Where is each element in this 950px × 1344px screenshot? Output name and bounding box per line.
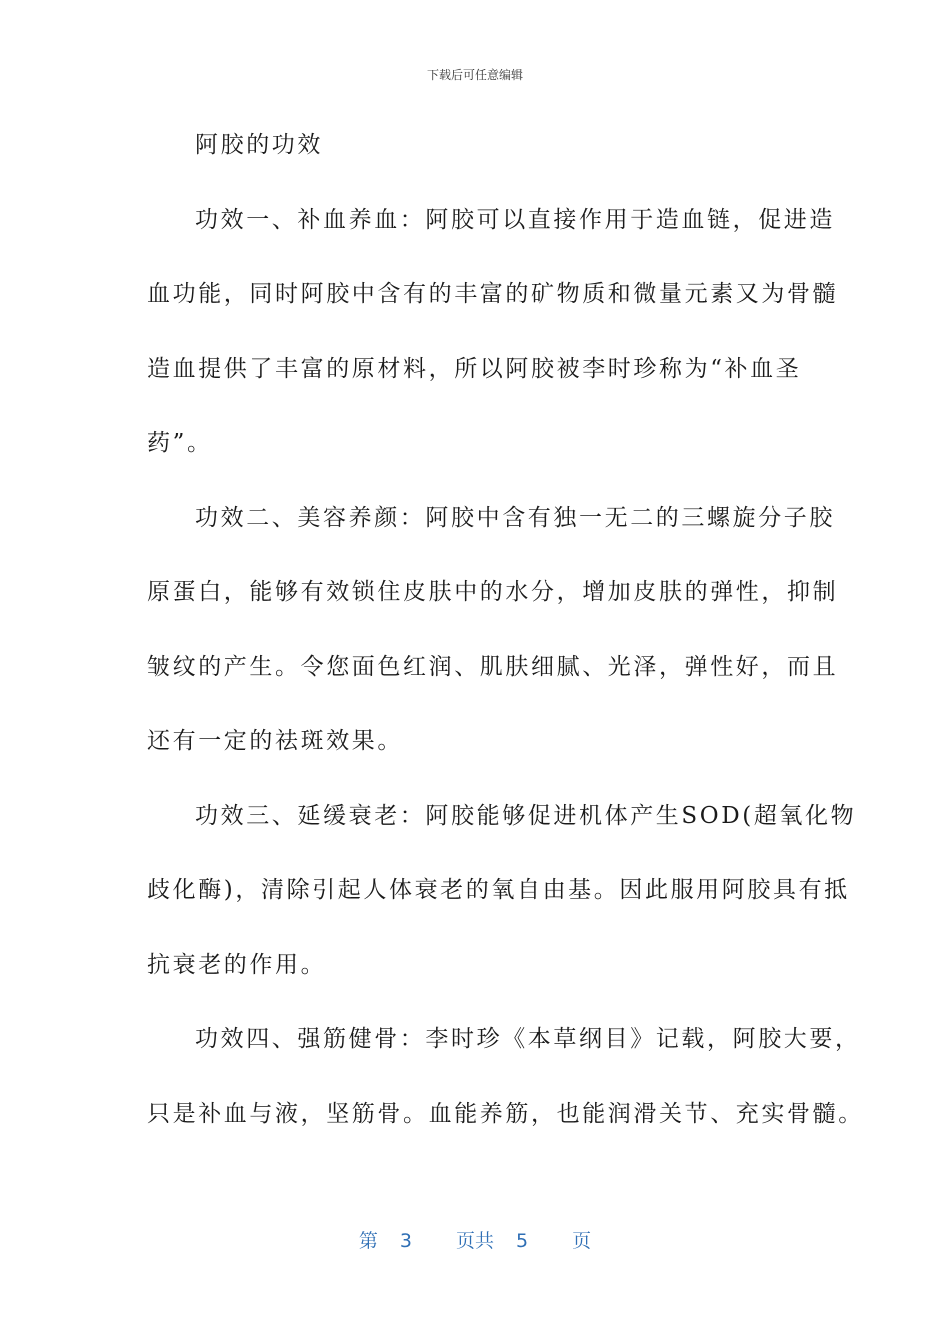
paragraph-line: 歧化酶)，清除引起人体衰老的氧自由基。因此服用阿胶具有抵 [147,877,850,903]
footer-total-pages: 5 [516,1230,529,1252]
footer-current-page: 3 [399,1230,412,1252]
footer-middle: 页共 [455,1230,494,1252]
page-header [0,66,950,83]
document-body [147,118,864,1161]
page-footer [0,1226,950,1253]
paragraph-line: 功效四、强筋健骨：李时珍《本草纲目》记载，阿胶大要， [195,1026,861,1052]
paragraph-line: 功效二、美容养颜：阿胶中含有独一无二的三螺旋分子胶 [195,504,835,531]
paragraph-line: 只是补血与液，坚筋骨。血能养筋，也能润滑关节、充实骨髓。 [147,1100,864,1127]
paragraph-line: 原蛋白，能够有效锁住皮肤中的水分，增加皮肤的弹性，抑制 [147,579,839,605]
footer-prefix: 第 [358,1230,378,1252]
paragraph-line: 功效一、补血养血：阿胶可以直接作用于造血链，促进造 [195,206,835,233]
paragraph-line: 皱纹的产生。令您面色红润、肌肤细腻、光泽，弹性好，而且 [147,653,839,680]
paragraph-line: 药”。 [147,430,213,456]
paragraph-line: 功效三、延缓衰老：阿胶能够促进机体产生SOD(超氧化物 [195,802,857,829]
document-title: 阿胶的功效 [195,132,323,158]
paragraph-line: 造血提供了丰富的原材料，所以阿胶被李时珍称为“补血圣 [147,355,802,382]
paragraph-line: 抗衰老的作用。 [147,951,327,978]
paragraph-line: 还有一定的祛斑效果。 [147,728,403,754]
header-text: 下载后可任意编辑 [426,68,523,82]
paragraph-line: 血功能，同时阿胶中含有的丰富的矿物质和微量元素又为骨髓 [147,281,839,307]
footer-suffix: 页 [572,1230,592,1252]
